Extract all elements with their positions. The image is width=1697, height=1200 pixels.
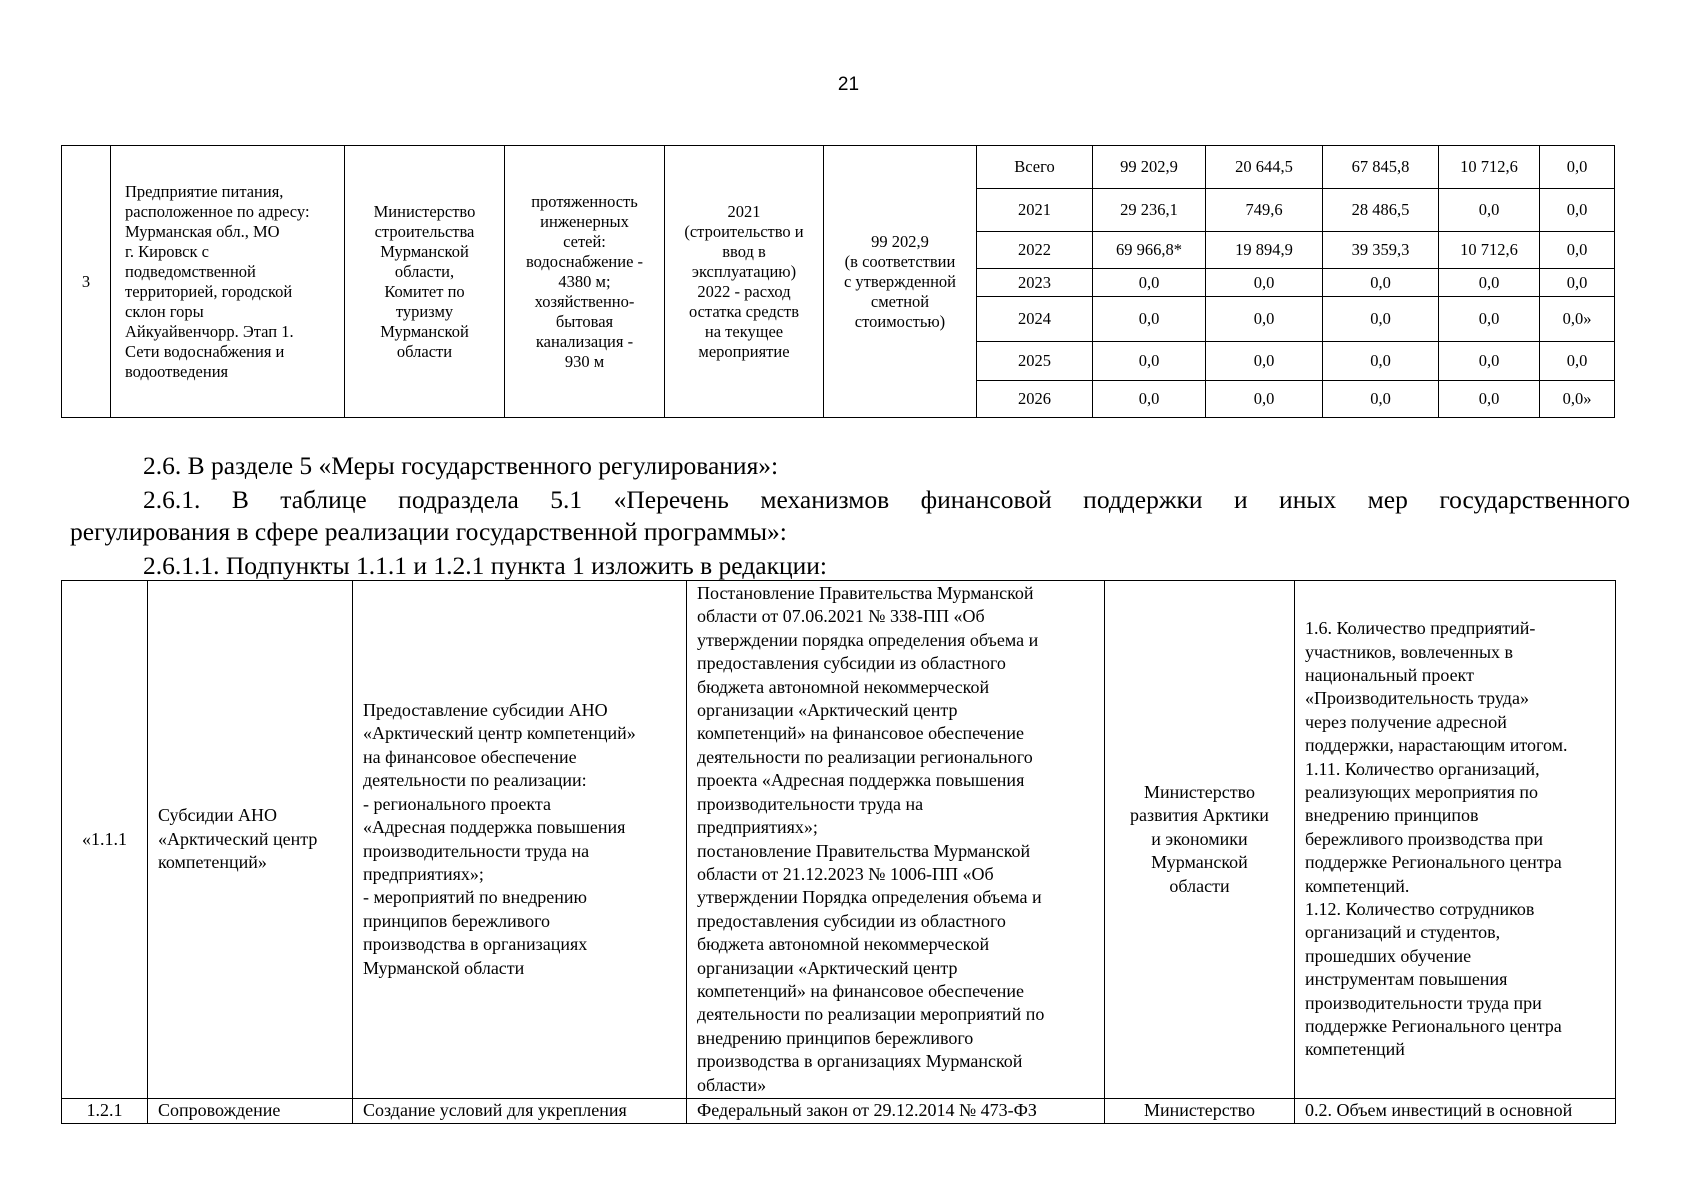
text-line: протяженность bbox=[531, 191, 638, 211]
text-line: поддержке Регионального центра bbox=[1305, 1016, 1562, 1037]
text-line: предоставления субсидии из областного bbox=[697, 653, 1006, 674]
page-number: 21 bbox=[837, 74, 860, 95]
text-line: «Адресная поддержка повышения bbox=[363, 817, 626, 838]
object-cost bbox=[824, 146, 977, 418]
finance-value: 0,0 bbox=[1439, 189, 1540, 232]
text-line: внедрению принципов bbox=[1305, 805, 1479, 826]
paragraph-2-6-1-1: 2.6.1.1. Подпункты 1.1.1 и 1.2.1 пункта 1 изложить в редакции: bbox=[143, 551, 827, 580]
text-line: Мурманской bbox=[1151, 852, 1248, 873]
text-line: Айкуайвенчорр. Этап 1. bbox=[125, 321, 294, 341]
finance-value: 749,6 bbox=[1206, 189, 1323, 232]
text-line: на финансовое обеспечение bbox=[363, 746, 577, 767]
object-customer bbox=[345, 146, 505, 418]
text-line: Министерство bbox=[1144, 781, 1255, 802]
support-measures-table bbox=[61, 580, 1616, 1124]
text-line: области bbox=[396, 341, 453, 361]
measure-name: Сопровождение bbox=[148, 1099, 353, 1124]
text-line: компетенций» на финансовое обеспечение bbox=[697, 980, 1024, 1001]
text-line: Субсидии АНО bbox=[158, 805, 278, 826]
text-line: участников, вовлеченных в bbox=[1305, 641, 1514, 662]
text-line: развития Арктики bbox=[1130, 805, 1269, 826]
text-line: прошедших обучение bbox=[1305, 945, 1472, 966]
text-line: канализация - bbox=[535, 331, 634, 351]
finance-year: 2022 bbox=[977, 232, 1093, 269]
measure-indicators: 0.2. Объем инвестиций в основной bbox=[1295, 1099, 1616, 1124]
text-line: производительности труда на bbox=[697, 793, 924, 814]
finance-value: 0,0 bbox=[1323, 297, 1439, 342]
finance-value: 0,0 bbox=[1540, 342, 1615, 381]
finance-value: 0,0 bbox=[1439, 381, 1540, 418]
text-line: внедрению принципов бережливого bbox=[697, 1027, 974, 1048]
text-line: Мурманская обл., МО bbox=[125, 221, 280, 241]
text-line: 930 м bbox=[564, 351, 605, 371]
text-line: - регионального проекта bbox=[363, 793, 551, 814]
text-line: строительства bbox=[374, 221, 475, 241]
text-line: «Арктический центр bbox=[158, 828, 318, 849]
text-line: сетей: bbox=[563, 231, 606, 251]
measure-legal-basis bbox=[687, 581, 1105, 1099]
object-period bbox=[665, 146, 824, 418]
text-line: производительности труда на bbox=[363, 840, 590, 861]
text-line: бюджета автономной некоммерческой bbox=[697, 676, 990, 697]
text-line: поддержки, нарастающим итогом. bbox=[1305, 735, 1568, 756]
text-line: утверждении порядка определения объема и bbox=[697, 629, 1039, 650]
text-line: Сети водоснабжения и bbox=[125, 341, 285, 361]
text-line: организаций и студентов, bbox=[1305, 922, 1501, 943]
text-line: компетенций. bbox=[1305, 875, 1410, 896]
finance-value: 19 894,9 bbox=[1206, 232, 1323, 269]
text-line: г. Кировск с bbox=[125, 241, 209, 261]
text-line: Постановление Правительства Мурманской bbox=[697, 583, 1034, 604]
text-line: ввод в bbox=[722, 241, 766, 261]
text-line: утверждении Порядка определения объема и bbox=[697, 887, 1042, 908]
text-line: области, bbox=[394, 261, 455, 281]
text-line: предоставления субсидии из областного bbox=[697, 910, 1006, 931]
finance-value: 0,0 bbox=[1323, 342, 1439, 381]
finance-value: 0,0» bbox=[1540, 381, 1615, 418]
text-line: национальный проект bbox=[1305, 664, 1474, 685]
text-line: Предоставление субсидии АНО bbox=[363, 700, 608, 721]
text-line: производства в организациях Мурманской bbox=[697, 1051, 1023, 1072]
text-line: стоимостью) bbox=[854, 311, 946, 331]
text-line: 99 202,9 bbox=[871, 231, 929, 251]
object-number: 3 bbox=[62, 146, 111, 418]
text-line: Комитет по bbox=[384, 281, 465, 301]
text-line: «Арктический центр компетенций» bbox=[363, 723, 636, 744]
text-line: водоснабжение - bbox=[525, 251, 644, 271]
text-line: бытовая bbox=[555, 311, 614, 331]
text-line: бережливого производства при bbox=[1305, 828, 1544, 849]
text-line: области bbox=[1169, 875, 1230, 896]
text-line: (в соответствии bbox=[844, 251, 956, 271]
text-line: туризму bbox=[395, 301, 454, 321]
measure-number: «1.1.1 bbox=[62, 581, 148, 1099]
measure-responsible: Министерство bbox=[1105, 1099, 1295, 1124]
measure-indicators bbox=[1295, 581, 1616, 1099]
text-line: реализующих мероприятия по bbox=[1305, 781, 1538, 802]
finance-value: 0,0 bbox=[1540, 269, 1615, 297]
text-line: Предприятие питания, bbox=[125, 181, 284, 201]
finance-value: 28 486,5 bbox=[1323, 189, 1439, 232]
text-line: деятельности по реализации: bbox=[363, 770, 587, 791]
text-line: мероприятие bbox=[698, 341, 790, 361]
text-line: компетенций bbox=[1305, 1039, 1405, 1060]
text-line: 1.11. Количество организаций, bbox=[1305, 758, 1540, 779]
text-line: постановление Правительства Мурманской bbox=[697, 840, 1031, 861]
finance-value: 0,0 bbox=[1093, 381, 1206, 418]
finance-value: 0,0 bbox=[1093, 342, 1206, 381]
finance-value: 39 359,3 bbox=[1323, 232, 1439, 269]
paragraph-2-6: 2.6. В разделе 5 «Меры государственного регулирования»: bbox=[143, 451, 779, 480]
finance-value: 0,0 bbox=[1206, 381, 1323, 418]
finance-year: 2023 bbox=[977, 269, 1093, 297]
text-line: хозяйственно- bbox=[534, 291, 635, 311]
text-line: 2022 - расход bbox=[697, 281, 791, 301]
finance-value: 20 644,5 bbox=[1206, 146, 1323, 189]
finance-value: 0,0 bbox=[1439, 342, 1540, 381]
finance-value: 0,0 bbox=[1206, 269, 1323, 297]
text-line: предприятиях»; bbox=[363, 863, 484, 884]
text-line: производительности труда при bbox=[1305, 992, 1542, 1013]
text-line: производства в организациях bbox=[363, 934, 588, 955]
finance-value: 0,0 bbox=[1206, 342, 1323, 381]
text-line: Мурманской области bbox=[363, 957, 525, 978]
text-line: организации «Арктический центр bbox=[697, 957, 958, 978]
text-line: «Производительность труда» bbox=[1305, 688, 1529, 709]
text-line: водоотведения bbox=[125, 361, 229, 381]
measure-responsible bbox=[1105, 581, 1295, 1099]
text-line: деятельности по реализации регионального bbox=[697, 746, 1033, 767]
text-line: подведомственной bbox=[125, 261, 256, 281]
finance-value: 0,0 bbox=[1439, 297, 1540, 342]
finance-value: 0,0 bbox=[1540, 232, 1615, 269]
text-line: 2021 bbox=[727, 201, 761, 221]
finance-value: 0,0 bbox=[1323, 381, 1439, 418]
finance-year: 2026 bbox=[977, 381, 1093, 418]
object-capacity bbox=[505, 146, 665, 418]
finance-value: 0,0 bbox=[1323, 269, 1439, 297]
text-line: предприятиях»; bbox=[697, 817, 818, 838]
text-line: остатка средств bbox=[688, 301, 800, 321]
finance-value: 0,0 bbox=[1540, 146, 1615, 189]
text-line: 1.12. Количество сотрудников bbox=[1305, 899, 1535, 920]
measure-name bbox=[148, 581, 353, 1099]
text-line: 4380 м; bbox=[558, 271, 611, 291]
text-line: Министерство bbox=[373, 201, 476, 221]
text-line: компетенций» на финансовое обеспечение bbox=[697, 723, 1024, 744]
finance-year: 2025 bbox=[977, 342, 1093, 381]
finance-value: 0,0 bbox=[1439, 269, 1540, 297]
text-line: склон горы bbox=[125, 301, 204, 321]
measure-legal-basis: Федеральный закон от 29.12.2014 № 473-ФЗ bbox=[687, 1099, 1105, 1124]
finance-value: 29 236,1 bbox=[1093, 189, 1206, 232]
text-line: области» bbox=[697, 1074, 767, 1095]
text-line: инструментам повышения bbox=[1305, 969, 1508, 990]
text-line: 1.6. Количество предприятий- bbox=[1305, 618, 1536, 639]
text-line: и экономики bbox=[1151, 828, 1248, 849]
text-line: на текущее bbox=[704, 321, 784, 341]
text-line: территорией, городской bbox=[125, 281, 293, 301]
object-name bbox=[111, 146, 345, 418]
text-line: инженерных bbox=[540, 211, 629, 231]
text-line: области от 21.12.2023 № 1006-ПП «Об bbox=[697, 863, 994, 884]
measure-number: 1.2.1 bbox=[62, 1099, 148, 1124]
finance-value: 0,0 bbox=[1540, 189, 1615, 232]
text-line: принципов бережливого bbox=[363, 910, 551, 931]
text-line: сметной bbox=[870, 291, 930, 311]
finance-value: 0,0» bbox=[1540, 297, 1615, 342]
text-line: (строительство и bbox=[684, 221, 804, 241]
finance-value: 67 845,8 bbox=[1323, 146, 1439, 189]
measure-description bbox=[353, 581, 687, 1099]
paragraph-2-6-1-continuation: регулирования в сфере реализации государственной программы»: bbox=[70, 517, 787, 546]
text-line: поддержке Регионального центра bbox=[1305, 852, 1562, 873]
text-line: с утвержденной bbox=[843, 271, 957, 291]
text-line: области от 07.06.2021 № 338-ПП «Об bbox=[697, 606, 985, 627]
text-line: расположенное по адресу: bbox=[125, 201, 310, 221]
finance-value: 0,0 bbox=[1206, 297, 1323, 342]
text-line: эксплуатацию) bbox=[691, 261, 797, 281]
finance-value: 0,0 bbox=[1093, 297, 1206, 342]
program-objects-table bbox=[61, 145, 1615, 418]
text-line: через получение адресной bbox=[1305, 711, 1507, 732]
text-line: организации «Арктический центр bbox=[697, 700, 958, 721]
measure-description: Создание условий для укрепления bbox=[353, 1099, 687, 1124]
finance-value: 10 712,6 bbox=[1439, 146, 1540, 189]
finance-value: 10 712,6 bbox=[1439, 232, 1540, 269]
text-line: - мероприятий по внедрению bbox=[363, 887, 587, 908]
finance-year: 2024 bbox=[977, 297, 1093, 342]
text-line: деятельности по реализации мероприятий по bbox=[697, 1004, 1045, 1025]
finance-value: 0,0 bbox=[1093, 269, 1206, 297]
text-line: бюджета автономной некоммерческой bbox=[697, 934, 990, 955]
finance-year: Всего bbox=[977, 146, 1093, 189]
finance-year: 2021 bbox=[977, 189, 1093, 232]
text-line: компетенций» bbox=[158, 852, 267, 873]
text-line: проекта «Адресная поддержка повышения bbox=[697, 770, 1025, 791]
text-line: Мурманской bbox=[380, 241, 469, 261]
paragraph-2-6-1: 2.6.1. В таблице подраздела 5.1 «Перечень механизмов финансовой поддержки и иных мер государственного bbox=[143, 485, 1630, 514]
finance-value: 69 966,8* bbox=[1093, 232, 1206, 269]
text-line: Мурманской bbox=[380, 321, 469, 341]
finance-value: 99 202,9 bbox=[1093, 146, 1206, 189]
